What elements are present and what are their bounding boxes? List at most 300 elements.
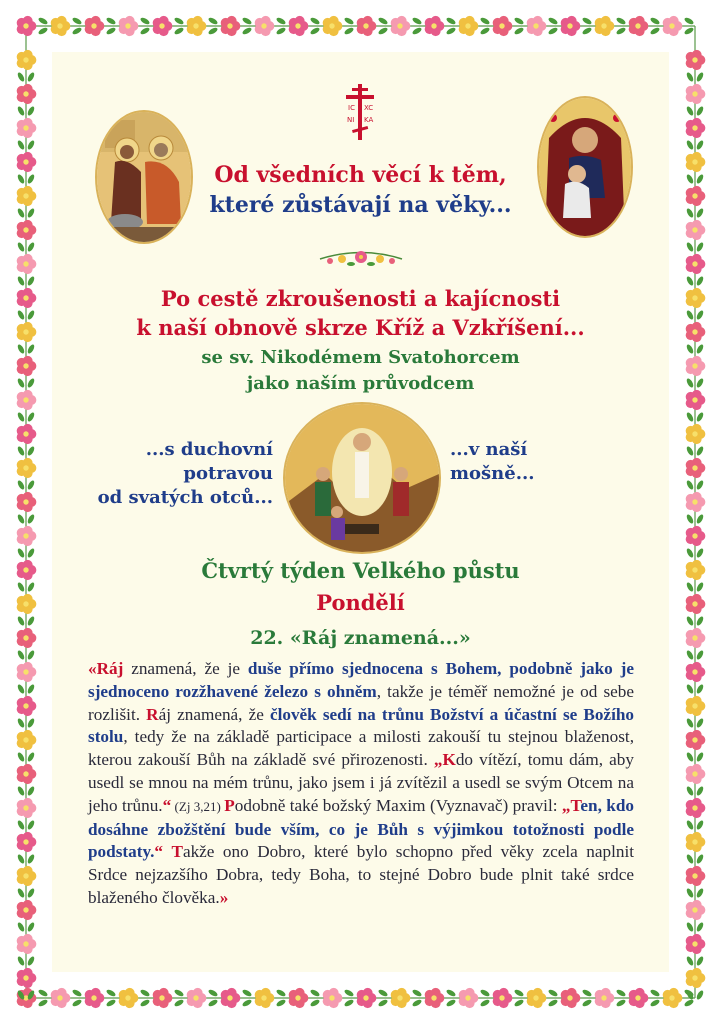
border-leaf [695, 955, 704, 966]
border-flower [17, 696, 37, 716]
border-leaf [685, 615, 694, 626]
border-leaf [695, 513, 704, 524]
border-leaf [377, 26, 388, 35]
border-leaf [173, 998, 184, 1007]
subtitle-line-3: se sv. Nikodémem Svatohorcem [201, 347, 520, 368]
border-leaf [26, 411, 35, 422]
border-flower [629, 988, 649, 1008]
border-leaf [445, 16, 456, 25]
border-flower [255, 988, 275, 1008]
border-flower [17, 220, 37, 240]
border-leaf [695, 751, 704, 762]
border-flower [17, 492, 37, 512]
body-emphasis: člověk sedí na trůnu Božství a účastní se Božího stolu [88, 704, 634, 747]
border-flower [686, 288, 706, 308]
border-flower [686, 968, 706, 988]
border-leaf [16, 785, 25, 796]
border-leaf [685, 173, 694, 184]
border-leaf [685, 377, 694, 388]
border-leaf [377, 988, 388, 997]
border-leaf [695, 785, 704, 796]
border-flower [686, 934, 706, 954]
border-leaf [411, 988, 422, 997]
border-flower [17, 798, 37, 818]
border-flower [686, 424, 706, 444]
border-leaf [16, 581, 25, 592]
border-flower [17, 50, 37, 70]
border-leaf [105, 988, 116, 997]
border-leaf [411, 16, 422, 25]
border-leaf [695, 445, 704, 456]
body-text: odobně také božský Maxim (Vyznavač) pravil: [234, 795, 562, 815]
reading-body [88, 658, 634, 910]
border-leaf [16, 955, 25, 966]
border-leaf [685, 105, 694, 116]
border-flower [686, 84, 706, 104]
border-leaf [695, 989, 704, 1000]
border-leaf [26, 343, 35, 354]
border-leaf [309, 988, 320, 997]
border-leaf [309, 26, 320, 35]
border-leaf [343, 998, 354, 1007]
border-leaf [26, 853, 35, 864]
border-flower [686, 900, 706, 920]
body-text: , takže je téměř nemožné je od sebe rozlišit. [88, 681, 635, 724]
border-leaf [683, 26, 694, 35]
border-leaf [26, 445, 35, 456]
border-leaf [695, 683, 704, 694]
border-flower [686, 322, 706, 342]
border-leaf [275, 988, 286, 997]
border-leaf [683, 998, 694, 1007]
body-emphasis: duše přímo sjednocena s Bohem, podobně jako je sjednoceno rozžhavené železo s ohněm [88, 659, 634, 701]
border-leaf [207, 988, 218, 997]
border-leaf [16, 241, 25, 252]
border-leaf [685, 275, 694, 286]
border-flower [561, 16, 581, 36]
border-leaf [695, 241, 704, 252]
border-flower [595, 16, 615, 36]
border-leaf [581, 26, 592, 35]
border-leaf [26, 547, 35, 558]
border-leaf [16, 649, 25, 660]
border-leaf [695, 717, 704, 728]
border-flower [221, 16, 241, 36]
border-leaf [26, 921, 35, 932]
border-leaf [105, 16, 116, 25]
border-leaf [26, 615, 35, 626]
border-flower [527, 16, 547, 36]
border-flower [493, 988, 513, 1008]
border-leaf [649, 16, 660, 25]
border-leaf [547, 16, 558, 25]
border-leaf [513, 988, 524, 997]
border-leaf [695, 105, 704, 116]
border-flower [17, 288, 37, 308]
border-flower [527, 988, 547, 1008]
border-leaf [241, 26, 252, 35]
border-leaf [377, 998, 388, 1007]
border-leaf [139, 988, 150, 997]
border-leaf [16, 71, 25, 82]
border-leaf [695, 853, 704, 864]
border-leaf [16, 547, 25, 558]
border-leaf [207, 26, 218, 35]
border-flower [17, 254, 37, 274]
border-flower [17, 662, 37, 682]
border-leaf [685, 819, 694, 830]
day-heading: Pondělí [316, 590, 405, 615]
border-leaf [479, 988, 490, 997]
border-flower [686, 730, 706, 750]
border-flower [17, 84, 37, 104]
border-leaf [275, 16, 286, 25]
border-flower [85, 988, 105, 1008]
border-leaf [685, 751, 694, 762]
border-flower [686, 186, 706, 206]
border-leaf [26, 479, 35, 490]
body-text: áj znamená, že [158, 704, 270, 724]
border-leaf [581, 998, 592, 1007]
border-leaf [241, 16, 252, 25]
border-leaf [26, 717, 35, 728]
border-flower [686, 764, 706, 784]
border-flower [17, 322, 37, 342]
border-leaf [26, 955, 35, 966]
border-flower [686, 152, 706, 172]
border-leaf [26, 173, 35, 184]
border-leaf [685, 139, 694, 150]
body-text: , tedy že na základě participace a milosti zakouší tu stejnou blaženost, kterou zakouší Bůh na základě své přirozenosti. [88, 727, 634, 770]
border-flower [686, 50, 706, 70]
body-text: znamená, že je [123, 659, 248, 678]
border-leaf [513, 26, 524, 35]
border-leaf [16, 343, 25, 354]
border-flower [187, 16, 207, 36]
border-leaf [685, 479, 694, 490]
body-emphasis: en, kdo dosáhne zbožštění bude vším, co je Bůh s výjimkou totožnosti podle podstaty. [88, 795, 634, 862]
border-leaf [26, 683, 35, 694]
border-leaf [479, 16, 490, 25]
border-leaf [16, 275, 25, 286]
scripture-reference: (Zj 3,21) [171, 798, 225, 814]
border-leaf [16, 309, 25, 320]
border-leaf [26, 207, 35, 218]
border-flower [51, 988, 71, 1008]
border-leaf [685, 445, 694, 456]
border-leaf [445, 26, 456, 35]
body-initial: T [171, 842, 183, 862]
border-leaf [71, 988, 82, 997]
border-flower [686, 390, 706, 410]
border-flower [289, 988, 309, 1008]
border-leaf [685, 955, 694, 966]
border-leaf [377, 16, 388, 25]
body-initial: R [146, 704, 159, 724]
border-flower [686, 866, 706, 886]
border-leaf [513, 998, 524, 1007]
border-leaf [695, 139, 704, 150]
border-flower [686, 628, 706, 648]
border-leaf [71, 16, 82, 25]
subtitle-line-4: jako naším průvodcem [246, 373, 475, 394]
border-flower [357, 16, 377, 36]
border-flower [459, 988, 479, 1008]
border-leaf [615, 998, 626, 1007]
side-left-line-3: od svatých otců... [97, 487, 273, 508]
border-flower [686, 798, 706, 818]
side-right-line-1: ...v naší [450, 439, 528, 460]
border-leaf [695, 71, 704, 82]
border-flower [17, 186, 37, 206]
border-flower [629, 16, 649, 36]
border-leaf [581, 988, 592, 997]
border-flower [17, 16, 37, 36]
border-leaf [479, 26, 490, 35]
border-leaf [139, 16, 150, 25]
border-flower [17, 934, 37, 954]
border-leaf [207, 998, 218, 1007]
border-leaf [26, 309, 35, 320]
border-flower [686, 356, 706, 376]
close-quote: “ [154, 842, 163, 862]
close-guillemet: » [219, 887, 229, 907]
border-leaf [16, 445, 25, 456]
border-leaf [16, 717, 25, 728]
body-text: akže ono Dobro, které bylo schopno před věky zcela naplnit Srdce nejzazšího Dobra, tedy Boha, to stejné Dobro bude plnit také srdce blaženého člověka. [88, 842, 634, 907]
border-leaf [173, 16, 184, 25]
border-flower [17, 424, 37, 444]
body-word-raj: Ráj [96, 659, 124, 678]
border-flower [17, 764, 37, 784]
border-leaf [685, 547, 694, 558]
side-right-line-2: mošně... [450, 463, 535, 484]
border-leaf [26, 139, 35, 150]
border-flower [51, 16, 71, 36]
side-left-line-2: potravou [183, 463, 273, 484]
border-leaf [241, 988, 252, 997]
body-initial: P [224, 795, 235, 815]
border-leaf [479, 998, 490, 1007]
border-leaf [16, 819, 25, 830]
border-flower [289, 16, 309, 36]
border-leaf [649, 988, 660, 997]
border-leaf [343, 16, 354, 25]
border-leaf [695, 479, 704, 490]
title-line-1: Od všedních věcí k těm, [214, 162, 507, 188]
border-leaf [26, 513, 35, 524]
border-flower [119, 988, 139, 1008]
border-leaf [685, 887, 694, 898]
border-leaf [695, 275, 704, 286]
border-leaf [26, 649, 35, 660]
border-flower [153, 988, 173, 1008]
border-leaf [685, 683, 694, 694]
border-leaf [547, 26, 558, 35]
border-leaf [37, 998, 48, 1007]
border-leaf [411, 998, 422, 1007]
border-flower [17, 458, 37, 478]
side-text-left [73, 438, 273, 510]
border-flower [17, 900, 37, 920]
border-leaf [16, 479, 25, 490]
border-flower [459, 16, 479, 36]
border-leaf [695, 615, 704, 626]
border-flower [663, 16, 683, 36]
border-flower [425, 16, 445, 36]
border-leaf [685, 309, 694, 320]
border-leaf [695, 309, 704, 320]
border-flower [17, 968, 37, 988]
border-leaf [37, 988, 48, 997]
resurrection-icon-image [283, 402, 441, 554]
border-flower [221, 988, 241, 1008]
border-leaf [173, 26, 184, 35]
floral-divider [318, 246, 404, 272]
cross-icon [340, 82, 380, 142]
border-leaf [615, 988, 626, 997]
border-flower [686, 492, 706, 512]
border-leaf [26, 241, 35, 252]
border-leaf [16, 105, 25, 116]
border-leaf [411, 26, 422, 35]
border-flower [686, 594, 706, 614]
border-leaf [26, 71, 35, 82]
border-leaf [26, 887, 35, 898]
border-leaf [26, 275, 35, 286]
border-flower [119, 16, 139, 36]
border-flower [17, 526, 37, 546]
border-flower [391, 988, 411, 1008]
cross-letter-ni: NI [347, 116, 355, 124]
border-leaf [343, 26, 354, 35]
border-leaf [309, 998, 320, 1007]
border-leaf [139, 26, 150, 35]
border-leaf [695, 173, 704, 184]
title-line-2: které zůstávají na věky... [209, 192, 512, 218]
border-flower [17, 628, 37, 648]
border-flower [561, 988, 581, 1008]
border-leaf [513, 16, 524, 25]
border-flower [595, 988, 615, 1008]
border-leaf [695, 343, 704, 354]
border-flower [686, 662, 706, 682]
subtitle-line-1: Po cestě zkroušenosti a kajícnosti [160, 286, 561, 311]
reading-title: 22. «Ráj znamená...» [250, 627, 471, 649]
border-flower [686, 254, 706, 274]
border-leaf [685, 785, 694, 796]
border-leaf [615, 26, 626, 35]
border-leaf [445, 988, 456, 997]
border-leaf [685, 717, 694, 728]
border-leaf [685, 343, 694, 354]
cross-letter-xc: XC [364, 104, 374, 112]
border-leaf [685, 581, 694, 592]
border-leaf [105, 998, 116, 1007]
border-leaf [581, 16, 592, 25]
border-leaf [275, 26, 286, 35]
side-left-line-1: ...s duchovní [145, 439, 273, 460]
border-flower [17, 866, 37, 886]
border-flower [323, 988, 343, 1008]
border-flower [17, 730, 37, 750]
border-flower [17, 594, 37, 614]
border-leaf [26, 785, 35, 796]
border-leaf [26, 105, 35, 116]
border-leaf [275, 998, 286, 1007]
border-leaf [16, 683, 25, 694]
border-flower [686, 832, 706, 852]
border-flower [686, 560, 706, 580]
border-leaf [649, 998, 660, 1007]
border-flower [663, 988, 683, 1008]
border-leaf [695, 547, 704, 558]
border-leaf [207, 16, 218, 25]
body-initial: „T [561, 795, 581, 815]
subtitle-line-2: k naší obnově skrze Kříž a Vzkříšení... [136, 315, 585, 340]
border-leaf [685, 411, 694, 422]
border-flower [153, 16, 173, 36]
border-flower [187, 988, 207, 1008]
border-leaf [547, 988, 558, 997]
border-leaf [695, 377, 704, 388]
border-leaf [16, 411, 25, 422]
border-leaf [695, 581, 704, 592]
border-leaf [71, 26, 82, 35]
border-flower [255, 16, 275, 36]
border-leaf [105, 26, 116, 35]
border-leaf [16, 887, 25, 898]
border-leaf [695, 207, 704, 218]
border-leaf [71, 998, 82, 1007]
side-text-right [450, 438, 590, 486]
border-leaf [26, 581, 35, 592]
border-leaf [16, 377, 25, 388]
border-flower [85, 16, 105, 36]
border-leaf [685, 513, 694, 524]
border-leaf [173, 988, 184, 997]
border-flower [686, 458, 706, 478]
border-leaf [685, 71, 694, 82]
border-leaf [37, 16, 48, 25]
border-leaf [241, 998, 252, 1007]
border-leaf [16, 615, 25, 626]
border-flower [17, 118, 37, 138]
border-leaf [685, 207, 694, 218]
border-leaf [695, 649, 704, 660]
border-leaf [547, 998, 558, 1007]
border-leaf [685, 853, 694, 864]
border-leaf [695, 819, 704, 830]
border-leaf [16, 139, 25, 150]
border-flower [686, 696, 706, 716]
open-quote: « [88, 659, 97, 678]
border-leaf [695, 411, 704, 422]
border-flower [17, 560, 37, 580]
border-flower [17, 356, 37, 376]
border-flower [323, 16, 343, 36]
border-leaf [695, 887, 704, 898]
border-leaf [26, 819, 35, 830]
border-leaf [26, 751, 35, 762]
body-initial: „K [433, 750, 456, 770]
border-leaf [16, 207, 25, 218]
border-flower [17, 832, 37, 852]
border-leaf [685, 649, 694, 660]
border-leaf [343, 988, 354, 997]
border-leaf [685, 241, 694, 252]
border-flower [17, 152, 37, 172]
